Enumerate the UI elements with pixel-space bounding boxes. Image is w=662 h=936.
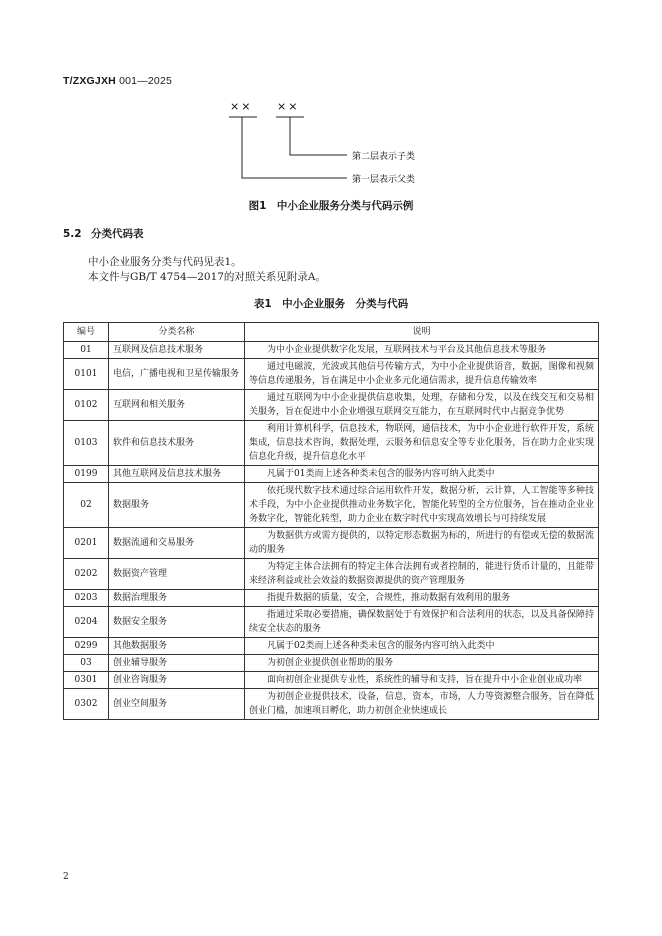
- row-description: 指通过采取必要措施，确保数据处于有效保护和合法利用的状态，以及具备保障持续安全状态的服务: [245, 607, 599, 638]
- row-description: 凡属于01类而上述各种类未包含的服务内容可纳入此类中: [245, 466, 599, 483]
- header-description: 说明: [245, 323, 599, 342]
- table-row: [64, 590, 599, 607]
- code-structure-diagram: [0, 0, 662, 200]
- header-name: 分类名称: [109, 323, 245, 342]
- row-description: 通过互联网为中小企业提供信息收集，处理，存储和分发，以及在线交互和交易相关服务，旨在促进中小企业增强互联网交互能力，在互联网时代中占据竞争优势: [245, 390, 599, 421]
- row-name: 创业辅导服务: [109, 655, 245, 672]
- row-name: 数据治理服务: [109, 590, 245, 607]
- second-layer-label: 第二层表示子类: [352, 152, 416, 162]
- row-description: 指提升数据的质量，安全，合规性，推动数据有效利用的服务: [245, 590, 599, 607]
- row-code: 0202: [64, 559, 109, 590]
- second-layer-connector: [290, 117, 347, 155]
- first-layer-label: 第一层表示父类: [352, 175, 416, 185]
- row-description: 凡属于02类而上述各种类未包含的服务内容可纳入此类中: [245, 638, 599, 655]
- table-row: [64, 559, 599, 590]
- row-name: 其他互联网及信息技术服务: [109, 466, 245, 483]
- row-name: 创业咨询服务: [109, 672, 245, 689]
- header-code: 编号: [64, 323, 109, 342]
- row-code: 0201: [64, 528, 109, 559]
- table-row: [64, 421, 599, 466]
- classification-table: [63, 322, 599, 720]
- row-code: 0102: [64, 390, 109, 421]
- table-row: [64, 342, 599, 359]
- row-description: 为特定主体合法拥有的特定主体合法拥有或者控制的，能进行货币计量的，且能带来经济利益或社会效益的数据资源提供的资产管理服务: [245, 559, 599, 590]
- paragraph: 中小企业服务分类与代码见表1。: [88, 256, 242, 268]
- row-name: 电信，广播电视和卫星传输服务: [109, 359, 245, 390]
- row-code: 0203: [64, 590, 109, 607]
- row-code: 0301: [64, 672, 109, 689]
- row-description: 为初创企业提供创业帮助的服务: [245, 655, 599, 672]
- row-description: 面向初创企业提供专业性，系统性的辅导和支持，旨在提升中小企业创业成功率: [245, 672, 599, 689]
- row-code: 0204: [64, 607, 109, 638]
- page-number: 2: [63, 872, 69, 882]
- row-description: 通过电磁波，光波或其他信号传输方式，为中小企业提供语音，数据，图像和视频等信息传递服务，旨在满足中小企业多元化通信需求，提升信息传输效率: [245, 359, 599, 390]
- row-name: 互联网和相关服务: [109, 390, 245, 421]
- second-layer-placeholder: ××: [277, 100, 300, 113]
- row-code: 0101: [64, 359, 109, 390]
- row-description: 利用计算机科学，信息技术，物联网，通信技术，为中小企业进行软件开发，系统集成，信息技术咨询，数据处理，云服务和信息安全等专业化服务，旨在助力企业实现信息化升级，提升信息化水平: [245, 421, 599, 466]
- row-code: 0302: [64, 689, 109, 720]
- first-layer-placeholder: ××: [230, 100, 253, 113]
- row-description: 为数据供方或需方提供的，以特定形态数据为标的，所进行的有偿或无偿的数据流动的服务: [245, 528, 599, 559]
- row-code: 0299: [64, 638, 109, 655]
- row-name: 数据安全服务: [109, 607, 245, 638]
- table-row: [64, 466, 599, 483]
- table-row: [64, 672, 599, 689]
- table-row: [64, 483, 599, 528]
- row-description: 依托现代数字技术通过综合运用软件开发，数据分析，云计算，人工智能等多种技术手段，为中小企业提供推动业务数字化，智能化转型的全方位服务，旨在推动企业业务数字化，智能化转型，助力企业在数字时代中实现高效增长与可持续发展: [245, 483, 599, 528]
- row-name: 数据流通和交易服务: [109, 528, 245, 559]
- row-code: 02: [64, 483, 109, 528]
- row-code: 03: [64, 655, 109, 672]
- row-name: 创业空间服务: [109, 689, 245, 720]
- first-layer-connector: [242, 117, 347, 178]
- table-row: [64, 689, 599, 720]
- row-code: 0199: [64, 466, 109, 483]
- standard-prefix: T/ZXGJXH: [63, 75, 116, 87]
- section-heading: [63, 226, 144, 241]
- section-title: 分类代码表: [91, 228, 144, 240]
- table-row: [64, 607, 599, 638]
- paragraph: 本文件与GB/T 4754—2017的对照关系见附录A。: [88, 271, 327, 283]
- row-name: 数据服务: [109, 483, 245, 528]
- row-name: 软件和信息技术服务: [109, 421, 245, 466]
- standard-number: 001—2025: [119, 75, 173, 87]
- row-description: 为中小企业提供数字化发展，互联网技术与平台及其他信息技术等服务: [245, 342, 599, 359]
- table-row: [64, 638, 599, 655]
- table-row: [64, 528, 599, 559]
- table-body: [64, 342, 599, 720]
- table-row: [64, 359, 599, 390]
- table-row: [64, 390, 599, 421]
- table-header-row: [64, 323, 599, 342]
- table-caption: 表1 中小企业服务 分类与代码: [253, 298, 409, 310]
- row-name: 数据资产管理: [109, 559, 245, 590]
- row-name: 互联网及信息技术服务: [109, 342, 245, 359]
- table-row: [64, 655, 599, 672]
- figure-caption: 图1 中小企业服务分类与代码示例: [248, 200, 414, 212]
- row-description: 为初创企业提供技术，设备，信息，资本，市场，人力等资源整合服务，旨在降低创业门槛，加速项目孵化，助力初创企业快速成长: [245, 689, 599, 720]
- row-name: 其他数据服务: [109, 638, 245, 655]
- row-code: 0103: [64, 421, 109, 466]
- row-code: 01: [64, 342, 109, 359]
- section-number: 5.2: [63, 228, 82, 240]
